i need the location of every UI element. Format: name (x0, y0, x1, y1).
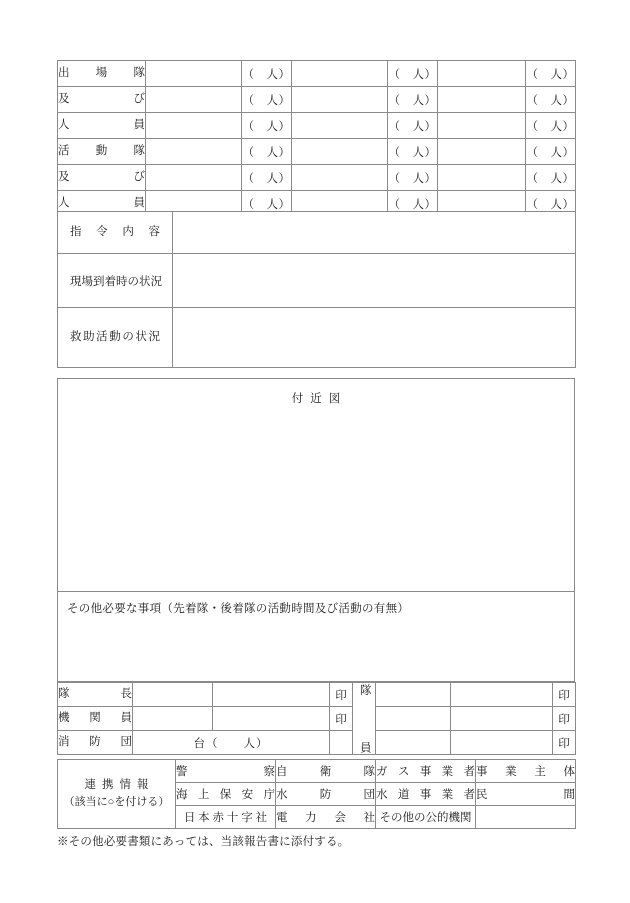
captain-note-input[interactable] (213, 683, 330, 707)
activity-person-count[interactable]: （ 人） (388, 191, 438, 217)
fire-brigade-label: 消 防 団 (58, 731, 133, 755)
org-option-other-public-institution[interactable]: その他の公的機関 (376, 806, 476, 829)
dispatch-row-label: 人 員 (58, 113, 146, 139)
table-row (58, 731, 576, 755)
dispatch-input-cell[interactable] (438, 87, 526, 113)
activity-input-cell[interactable] (292, 139, 388, 165)
activity-person-count[interactable]: （ 人） (242, 139, 292, 165)
vicinity-map-section[interactable] (57, 378, 575, 592)
dispatch-person-count[interactable]: （ 人） (526, 87, 576, 113)
dispatch-person-count[interactable]: （ 人） (242, 61, 292, 87)
member-name-input[interactable] (376, 683, 451, 707)
table-row (58, 760, 576, 783)
engineer-seal[interactable]: 印 (330, 707, 353, 731)
activity-person-count[interactable]: （ 人） (526, 139, 576, 165)
cooperation-info-label (58, 760, 176, 829)
activity-person-count[interactable]: （ 人） (388, 139, 438, 165)
org-option-water-operator[interactable]: 水 道 事 業 者 (376, 783, 476, 806)
org-option-power-company[interactable]: 電 力 会 社 (276, 806, 376, 829)
dispatch-input-cell[interactable] (292, 61, 388, 87)
engineer-name-input[interactable] (133, 707, 213, 731)
activity-row-label: 活 動 隊 (58, 139, 146, 165)
org-option-empty[interactable] (476, 806, 576, 829)
member-name-input[interactable] (376, 731, 451, 755)
dispatch-input-cell[interactable] (438, 113, 526, 139)
member-name-input[interactable] (376, 707, 451, 731)
org-option-business-entity[interactable]: 事 業 主 体 (476, 760, 576, 783)
cooperation-label-sub: （該当に○を付ける） (63, 796, 170, 809)
cooperation-info-table (57, 759, 576, 829)
org-option-red-cross[interactable]: 日 本 赤 十 字 社 (176, 806, 276, 829)
situation-table (57, 211, 576, 368)
activity-person-count[interactable]: （ 人） (242, 165, 292, 191)
footnote-text: ※その他必要書類にあっては、当該報告書に添付する。 (57, 836, 350, 848)
org-option-self-defense-force[interactable]: 自 衛 隊 (276, 760, 376, 783)
other-matters-title: その他必要な事項（先着隊・後着隊の活動時間及び活動の有無） (67, 603, 410, 615)
dispatch-person-count[interactable]: （ 人） (526, 61, 576, 87)
member-label: 隊員 (358, 684, 371, 753)
activity-person-count[interactable]: （ 人） (526, 165, 576, 191)
dispatch-person-count[interactable]: （ 人） (242, 113, 292, 139)
member-seal[interactable]: 印 (553, 731, 576, 755)
captain-seal[interactable]: 印 (330, 683, 353, 707)
member-vertical-label-cell (353, 683, 376, 755)
org-option-flood-prevention-corps[interactable]: 水 防 団 (276, 783, 376, 806)
activity-input-cell[interactable] (438, 165, 526, 191)
table-row (58, 139, 576, 165)
dispatch-input-cell[interactable] (146, 113, 242, 139)
org-option-private[interactable]: 民 間 (476, 783, 576, 806)
fire-brigade-count[interactable]: 台（ 人） (133, 731, 330, 755)
activity-row-label: 及 び (58, 165, 146, 191)
dispatch-input-cell[interactable] (146, 87, 242, 113)
dispatch-units-table (57, 60, 576, 217)
engineer-label: 機 関 員 (58, 707, 133, 731)
activity-input-cell[interactable] (146, 165, 242, 191)
table-row (58, 87, 576, 113)
org-option-gas-operator[interactable]: ガ ス 事 業 者 (376, 760, 476, 783)
activity-person-count[interactable]: （ 人） (526, 191, 576, 217)
table-row (58, 113, 576, 139)
member-note-input[interactable] (451, 683, 553, 707)
activity-person-count[interactable]: （ 人） (388, 165, 438, 191)
table-row (58, 683, 576, 707)
org-option-police[interactable]: 警 察 (176, 760, 276, 783)
dispatch-input-cell[interactable] (146, 61, 242, 87)
dispatch-person-count[interactable]: （ 人） (388, 61, 438, 87)
member-label-wrap (353, 684, 375, 753)
table-row (58, 165, 576, 191)
signature-seal-table (57, 682, 576, 755)
dispatch-input-cell[interactable] (292, 87, 388, 113)
activity-input-cell[interactable] (438, 139, 526, 165)
activity-input-cell[interactable] (292, 165, 388, 191)
dispatch-row-label: 出 場 隊 (58, 61, 146, 87)
order-content-label: 指 令 内 容 (58, 212, 173, 254)
table-row (58, 212, 576, 254)
fire-brigade-seal[interactable] (330, 731, 353, 755)
member-note-input[interactable] (451, 707, 553, 731)
table-row (58, 308, 576, 368)
vicinity-map-title: 付近図 (291, 393, 348, 405)
dispatch-input-cell[interactable] (438, 61, 526, 87)
table-row (58, 707, 576, 731)
dispatch-input-cell[interactable] (292, 113, 388, 139)
activity-input-cell[interactable] (146, 139, 242, 165)
activity-row-label: 人 員 (58, 191, 146, 217)
org-option-coast-guard[interactable]: 海 上 保 安 庁 (176, 783, 276, 806)
engineer-note-input[interactable] (213, 707, 330, 731)
dispatch-person-count[interactable]: （ 人） (388, 113, 438, 139)
rescue-situation-label: 救助活動の状況 (58, 308, 173, 368)
other-matters-section[interactable] (57, 592, 575, 682)
dispatch-person-count[interactable]: （ 人） (526, 113, 576, 139)
dispatch-person-count[interactable]: （ 人） (242, 87, 292, 113)
cooperation-label-main: 連携情報 (84, 779, 155, 792)
member-note-input[interactable] (451, 731, 553, 755)
rescue-situation-input[interactable] (173, 308, 576, 368)
order-content-input[interactable] (173, 212, 576, 254)
table-row (58, 61, 576, 87)
arrival-situation-input[interactable] (173, 254, 576, 308)
member-seal[interactable]: 印 (553, 683, 576, 707)
table-row (58, 254, 576, 308)
captain-name-input[interactable] (133, 683, 213, 707)
activity-person-count[interactable]: （ 人） (242, 191, 292, 217)
arrival-situation-label: 現場到着時の状況 (58, 254, 173, 308)
captain-label: 隊 長 (58, 683, 133, 707)
dispatch-person-count[interactable]: （ 人） (388, 87, 438, 113)
member-seal[interactable]: 印 (553, 707, 576, 731)
dispatch-row-label: 及 び (58, 87, 146, 113)
